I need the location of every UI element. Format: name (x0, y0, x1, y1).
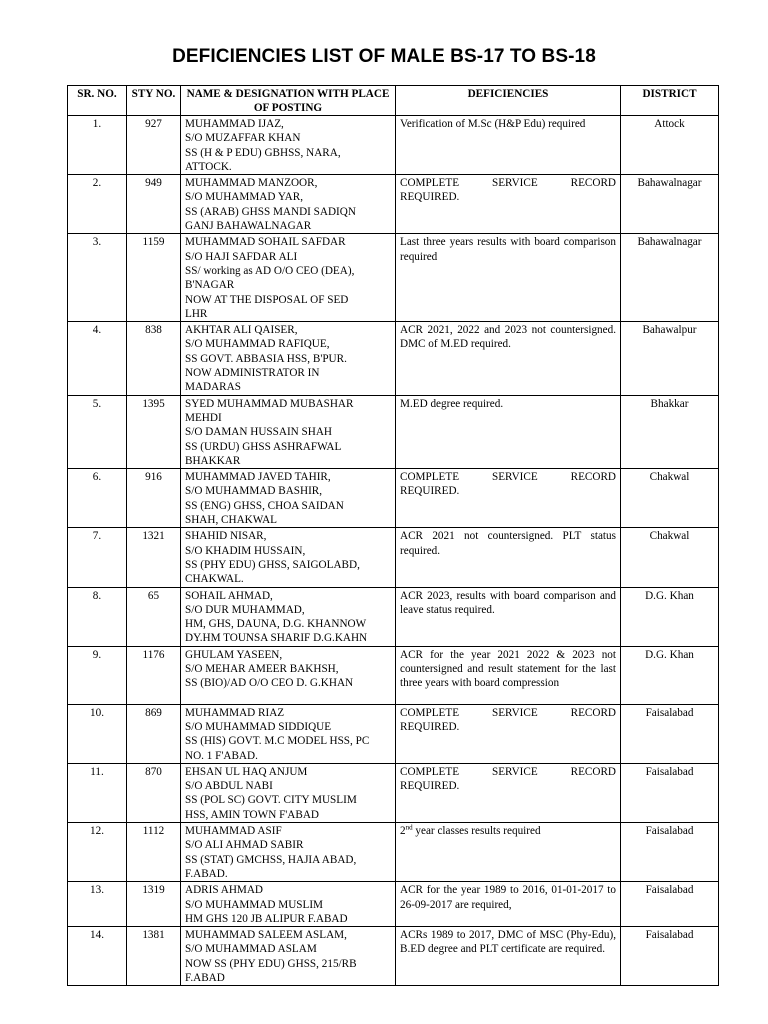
sr-no-cell: 1. (68, 116, 127, 175)
table-row (68, 322, 719, 395)
name-cell: MUHAMMAD IJAZ, S/O MUZAFFAR KHAN SS (H & P EDU) GBHSS, NARA, ATTOCK. (181, 116, 396, 175)
name-cell: ADRIS AHMAD S/O MUHAMMAD MUSLIM HM GHS 120 JB ALIPUR F.ABAD (181, 882, 396, 927)
sty-no-cell: 1321 (127, 528, 181, 587)
deficiency-text: year classes results required (412, 825, 541, 838)
sr-no-cell: 4. (68, 322, 127, 395)
sty-no-cell: 1381 (127, 927, 181, 986)
sty-no-cell: 870 (127, 763, 181, 822)
name-cell: GHULAM YASEEN, S/O MEHAR AMEER BAKHSH, SS (BIO)/AD O/O CEO D. G.KHAN (181, 646, 396, 704)
sr-no-cell: 5. (68, 395, 127, 468)
deficiency-ordinal: 2 (400, 825, 406, 838)
district-cell: Bahawalnagar (621, 234, 719, 322)
deficiency-cell: ACRs 1989 to 2017, DMC of MSC (Phy-Edu), B.ED degree and PLT certificate are required. (396, 927, 621, 986)
table-row (68, 395, 719, 468)
deficiency-cell: ACR 2021 not countersigned. PLT status required. (396, 528, 621, 587)
name-cell: SOHAIL AHMAD, S/O DUR MUHAMMAD, HM, GHS, DAUNA, D.G. KHANNOW DY.HM TOUNSA SHARIF D.G.KAHN (181, 587, 396, 646)
sty-no-cell: 1159 (127, 234, 181, 322)
table-row (68, 587, 719, 646)
deficiency-cell: M.ED degree required. (396, 395, 621, 468)
sr-no-cell: 8. (68, 587, 127, 646)
sr-no-cell: 6. (68, 469, 127, 528)
deficiencies-table (67, 85, 719, 986)
table-row (68, 763, 719, 822)
sty-no-cell: 927 (127, 116, 181, 175)
sty-no-cell: 1176 (127, 646, 181, 704)
name-cell: MUHAMMAD RIAZ S/O MUHAMMAD SIDDIQUE SS (HIS) GOVT. M.C MODEL HSS, PC NO. 1 F'ABAD. (181, 704, 396, 763)
district-cell: D.G. Khan (621, 646, 719, 704)
district-cell: Bahawalnagar (621, 175, 719, 234)
deficiency-cell: COMPLETE SERVICE RECORD REQUIRED. (396, 704, 621, 763)
document-title: DEFICIENCIES LIST OF MALE BS-17 TO BS-18 (172, 46, 596, 67)
sr-no-cell: 10. (68, 704, 127, 763)
deficiency-cell: ACR 2023, results with board comparison and leave status required. (396, 587, 621, 646)
name-cell: SYED MUHAMMAD MUBASHAR MEHDI S/O DAMAN HUSSAIN SHAH SS (URDU) GHSS ASHRAFWAL BHAKKAR (181, 395, 396, 468)
district-cell: Faisalabad (621, 927, 719, 986)
deficiency-cell: Verification of M.Sc (H&P Edu) required (396, 116, 621, 175)
sr-no-cell: 12. (68, 823, 127, 882)
ordinal-suffix: nd (405, 823, 413, 832)
district-cell: Chakwal (621, 469, 719, 528)
district-cell: Faisalabad (621, 823, 719, 882)
header-deficiencies: DEFICIENCIES (396, 86, 621, 116)
name-cell: SHAHID NISAR, S/O KHADIM HUSSAIN, SS (PHY EDU) GHSS, SAIGOLABD, CHAKWAL. (181, 528, 396, 587)
name-cell: MUHAMMAD MANZOOR, S/O MUHAMMAD YAR, SS (ARAB) GHSS MANDI SADIQN GANJ BAHAWALNAGAR (181, 175, 396, 234)
district-cell: D.G. Khan (621, 587, 719, 646)
sr-no-cell: 2. (68, 175, 127, 234)
deficiency-cell: ACR 2021, 2022 and 2023 not countersigned. DMC of M.ED required. (396, 322, 621, 395)
table-row (68, 823, 719, 882)
deficiency-cell: COMPLETE SERVICE RECORD REQUIRED. (396, 763, 621, 822)
deficiency-cell: COMPLETE SERVICE RECORD REQUIRED. (396, 175, 621, 234)
district-cell: Bahawalpur (621, 322, 719, 395)
sr-no-cell: 11. (68, 763, 127, 822)
sty-no-cell: 838 (127, 322, 181, 395)
sr-no-cell: 13. (68, 882, 127, 927)
table-row (68, 175, 719, 234)
sr-no-cell: 3. (68, 234, 127, 322)
table-row (68, 704, 719, 763)
name-cell: MUHAMMAD SOHAIL SAFDAR S/O HAJI SAFDAR ALI SS/ working as AD O/O CEO (DEA), B'NAGAR NOW AT THE DISPOSAL OF SED LHR (181, 234, 396, 322)
header-district: DISTRICT (621, 86, 719, 116)
district-cell: Faisalabad (621, 763, 719, 822)
header-sty-no: STY NO. (127, 86, 181, 116)
table-row (68, 927, 719, 986)
table-row (68, 234, 719, 322)
sty-no-cell: 1395 (127, 395, 181, 468)
table-row (68, 882, 719, 927)
sr-no-cell: 9. (68, 646, 127, 704)
deficiency-cell: ACR for the year 1989 to 2016, 01-01-2017 to 26-09-2017 are required, (396, 882, 621, 927)
sty-no-cell: 65 (127, 587, 181, 646)
district-cell: Chakwal (621, 528, 719, 587)
name-cell: AKHTAR ALI QAISER, S/O MUHAMMAD RAFIQUE, SS GOVT. ABBASIA HSS, B'PUR. NOW ADMINISTRATOR IN MADARAS (181, 322, 396, 395)
sr-no-cell: 14. (68, 927, 127, 986)
table-row (68, 469, 719, 528)
deficiency-cell: COMPLETE SERVICE RECORD REQUIRED. (396, 469, 621, 528)
deficiency-cell: Last three years results with board comparison required (396, 234, 621, 322)
sty-no-cell: 869 (127, 704, 181, 763)
district-cell: Faisalabad (621, 704, 719, 763)
deficiency-cell (396, 823, 621, 882)
name-cell: MUHAMMAD SALEEM ASLAM, S/O MUHAMMAD ASLAM NOW SS (PHY EDU) GHSS, 215/RB F.ABAD (181, 927, 396, 986)
district-cell: Faisalabad (621, 882, 719, 927)
table-row (68, 646, 719, 704)
table-row (68, 528, 719, 587)
name-cell: MUHAMMAD JAVED TAHIR, S/O MUHAMMAD BASHIR, SS (ENG) GHSS, CHOA SAIDAN SHAH, CHAKWAL (181, 469, 396, 528)
district-cell: Attock (621, 116, 719, 175)
sty-no-cell: 916 (127, 469, 181, 528)
header-sr-no: SR. NO. (68, 86, 127, 116)
header-name-designation: NAME & DESIGNATION WITH PLACE OF POSTING (181, 86, 396, 116)
sty-no-cell: 949 (127, 175, 181, 234)
table-row (68, 116, 719, 175)
name-cell: MUHAMMAD ASIF S/O ALI AHMAD SABIR SS (STAT) GMCHSS, HAJIA ABAD, F.ABAD. (181, 823, 396, 882)
district-cell: Bhakkar (621, 395, 719, 468)
sty-no-cell: 1112 (127, 823, 181, 882)
name-cell: EHSAN UL HAQ ANJUM S/O ABDUL NABI SS (POL SC) GOVT. CITY MUSLIM HSS, AMIN TOWN F'ABAD (181, 763, 396, 822)
sr-no-cell: 7. (68, 528, 127, 587)
deficiency-cell: ACR for the year 2021 2022 & 2023 not countersigned and result statement for the last three years with board compression (396, 646, 621, 704)
sty-no-cell: 1319 (127, 882, 181, 927)
